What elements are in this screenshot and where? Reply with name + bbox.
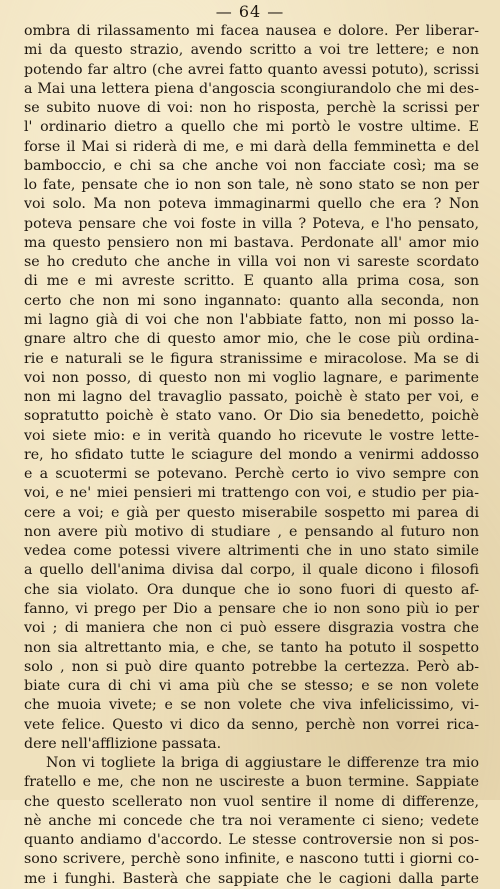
text-line: non avere più motivo di studiare , e pensando al futuro non	[24, 523, 479, 540]
text-line: voi non posso, di questo non mi voglio lagnare, e parimente	[24, 369, 479, 386]
text-line: se ho creduto che anche in villa voi non vi sareste scordato	[24, 254, 479, 271]
text-line: che muoia vivete; e se non volete che viva infelicissimo, vi-	[24, 697, 479, 714]
text-line: voi siete mio: e in verità quando ho ricevute le vostre lette-	[24, 427, 479, 444]
text-line: me i funghi. Basterà che sappiate che le cagioni dalla parte	[24, 870, 479, 887]
text-line: nè anche mi concede che tra noi veramente ci sieno; vedete	[24, 812, 479, 829]
text-line: e a scuotermi se potevano. Perchè certo io vivo sempre con	[24, 466, 479, 483]
text-line: vedea come potessi vivere altrimenti che in uno stato simile	[24, 543, 479, 560]
text-line: quanto andiamo d'accordo. Le stesse controversie non si pos-	[24, 832, 479, 849]
text-line: mi da questo strazio, avendo scritto a voi tre lettere; e non	[24, 42, 479, 59]
text-line: che questo scellerato non vuol sentire il nome di differenze,	[24, 793, 479, 810]
text-line: a Mai una lettera piena d'angoscia scongiurandolo che mi des-	[24, 80, 479, 97]
text-line: cere a voi; e già per questo miserabile sospetto mi parea di	[24, 504, 479, 521]
text-line: dere nell'afflizione passata.	[24, 735, 222, 752]
text-line: fratello e me, che non ne uscireste a buon termine. Sappiate	[24, 774, 479, 791]
text-line: poteva pensare che voi foste in villa ? Poteva, e l'ho pensato,	[24, 215, 479, 232]
text-line: voi ; di maniera che non ci può essere disgrazia vostra che	[24, 620, 479, 637]
text-line: sopratutto poichè è stato vano. Or Dio sia benedetto, poichè	[24, 408, 479, 425]
text-line: vete felice. Questo vi dico da senno, perchè non vorrei rica-	[24, 716, 479, 733]
text-line: rie e naturali se le figura stranissime e miracolose. Ma se di	[24, 350, 479, 367]
text-line: lo fate, pensate che io non son tale, nè sono stato se non per	[24, 177, 479, 194]
text-line: che sia violato. Ora dunque che io sono fuori di questo af-	[24, 581, 479, 598]
body-text	[24, 22, 479, 889]
text-line: mi lagno già di voi che non l'abbiate fatto, non mi posso la-	[24, 311, 479, 328]
text-line: di me e mi avreste scritto. E quanto alla prima cosa, son	[24, 273, 479, 290]
text-line: voi solo. Ma non poteva immaginarmi quello che era ? Non	[24, 196, 479, 213]
page-number-header: — 64 —	[215, 2, 285, 21]
text-line: re, ho sfidato tutte le sciagure del mondo a venirmi addosso	[24, 446, 479, 463]
text-line: biate cura di chi vi ama più che se stesso; e se non volete	[24, 678, 479, 695]
text-line: ma questo pensiero non mi bastava. Perdonate all' amor mio	[24, 234, 479, 251]
text-line: sono scrivere, perchè sono infinite, e nascono tutti i giorni co-	[24, 851, 479, 868]
text-line: se subito nuove di voi: non ho risposta, perchè la scrissi per	[24, 100, 479, 117]
text-line: potendo far altro (che avrei fatto quanto avessi potuto), scrissi	[24, 61, 479, 78]
text-line: fanno, vi prego per Dio a pensare che io non sono più io per	[24, 600, 479, 617]
text-line: gnare altro che di questo amor mio, che le cose più ordina-	[24, 331, 479, 348]
text-line: ombra di rilassamento mi facea nausea e dolore. Per liberar-	[24, 23, 479, 39]
text-line: non mi lagno del travaglio passato, poichè è stato per voi, e	[24, 389, 479, 406]
text-line: forse il Mai si riderà di me, e mi darà della femminetta e del	[24, 138, 479, 155]
text-line: bamboccio, e chi sa che anche voi non facciate così; ma se	[24, 157, 479, 174]
text-line: certo che non mi sono ingannato: quanto alla seconda, non	[24, 292, 479, 309]
text-line: l' ordinario dietro a quello che mi portò le vostre ultime. E	[24, 119, 479, 136]
text-line: Non vi togliete la briga di aggiustare le differenze tra mio	[46, 755, 479, 772]
text-line: voi, e ne' miei pensieri mi trattengo con voi, e studio per pia-	[24, 485, 479, 502]
text-line: non sia altrettanto mia, e che, se tanto ha potuto il sospetto	[24, 639, 479, 656]
text-line: a quello dell'anima divisa dal corpo, il quale dicono i filosofi	[24, 562, 479, 579]
text-line: solo , non si può dire quanto potrebbe la certezza. Però ab-	[24, 658, 479, 675]
